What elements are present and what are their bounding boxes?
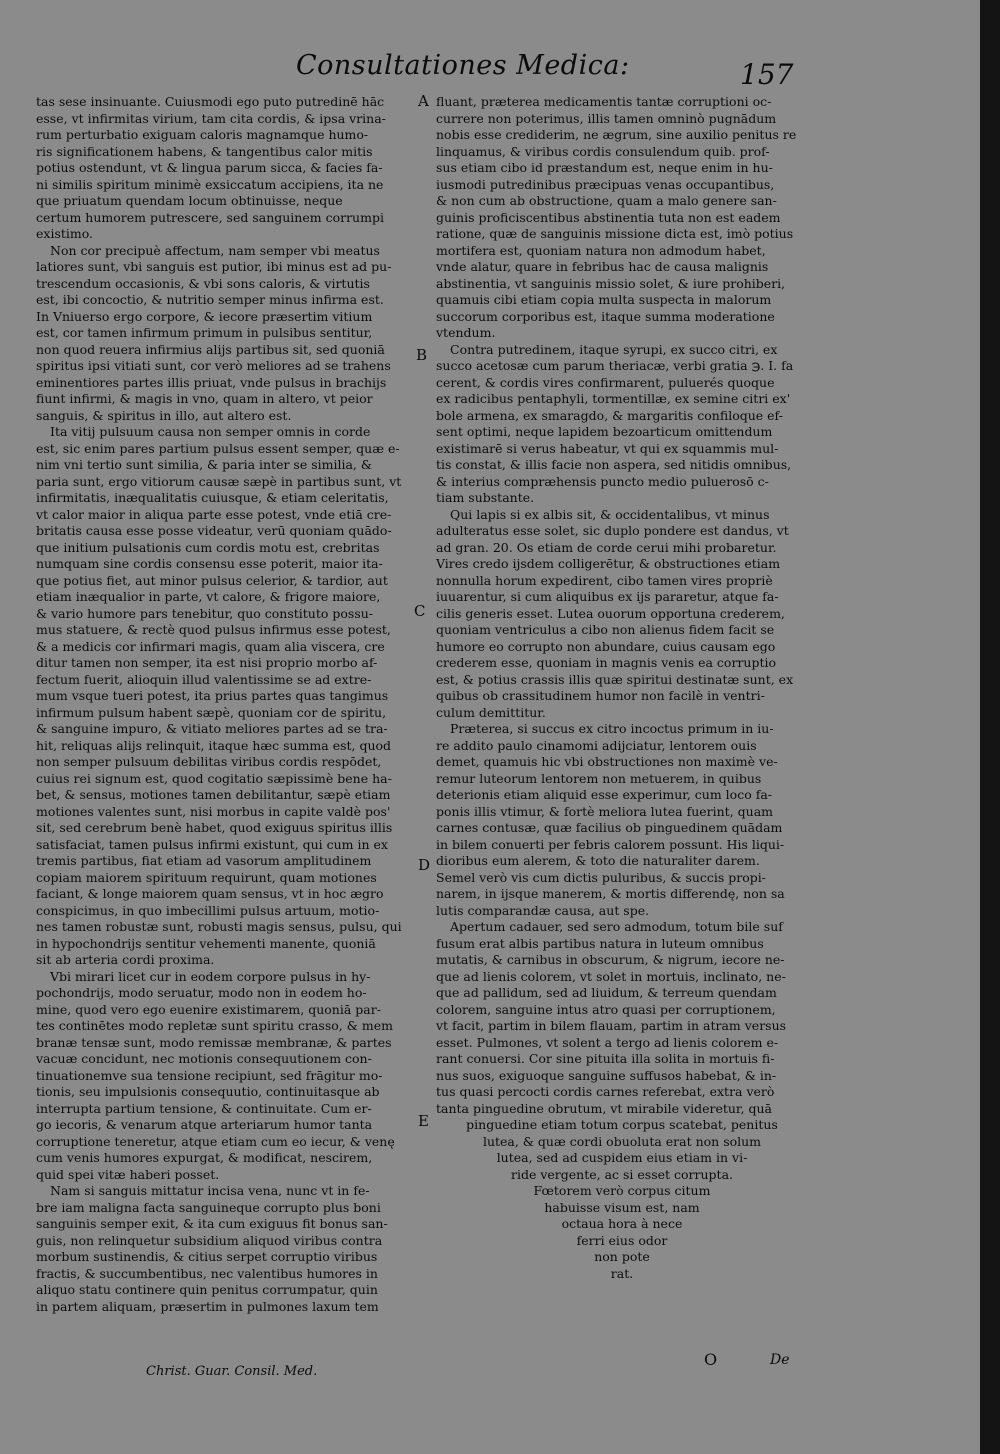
text-line: narem, in ijsque manerem, & mortis differendę, non sa <box>436 886 785 901</box>
text-line: sit, sed cerebrum benè habet, quod exiguus spiritus illis <box>36 820 393 835</box>
text-line: cum venis humores expurgat, & modificat, nescirem, <box>36 1150 373 1165</box>
text-line: vtendum. <box>436 325 496 340</box>
text-line: eminentiores partes illis priuat, vnde pulsus in brachijs <box>36 374 387 390</box>
text-line: fiunt infirmi, & magis in vno, quam in altero, vt peior <box>36 391 373 406</box>
text-line: deterionis etiam aliquid esse experimur, cum loco fa- <box>436 787 772 802</box>
text-line: que potius fiet, aut minor pulsus celerior, & tardior, aut <box>36 572 388 588</box>
text-line: spiritus ipsi vitiati sunt, cor verò meliores ad se trahens <box>36 358 391 373</box>
text-line: conspicimus, in quo imbecillimi pulsus artuum, motio- <box>36 902 380 918</box>
text-line: copiam maiorem spirituum requirunt, quam motiones <box>36 869 377 885</box>
text-line: esset. Pulmones, vt solent a tergo ad lienis colorem e- <box>436 1034 779 1050</box>
text-line: Contra putredinem, itaque syrupi, ex succo citri, ex <box>450 341 778 357</box>
text-line: & interius compræhensis puncto medio puluerosō c- <box>436 473 769 489</box>
text-line: que ad lienis colorem, vt solet in mortuis, inclinato, ne- <box>436 968 786 984</box>
text-line: & sanguine impuro, & vitiato meliores partes ad se tra- <box>36 721 388 736</box>
tapering-paragraph <box>436 1117 808 1282</box>
text-line: nus suos, exiguoque sanguine suffusos habebat, & in- <box>436 1067 777 1083</box>
text-line: mum vsque tueri potest, ita prius partes quas tangimus <box>36 688 389 703</box>
text-line: Semel verò vis cum dictis puluribus, & succis propi- <box>436 869 767 885</box>
text-line: in bilem conuerti per febris calorem possunt. His liqui- <box>436 836 785 852</box>
margin-marker-e: E <box>418 1112 429 1130</box>
text-line: tinuationemve sua tensione recipiunt, sed frāgitur mo- <box>36 1067 383 1083</box>
text-line: satisfaciat, tamen pulsus infirmi existunt, qui cum in ex <box>36 836 388 852</box>
text-line: crederem esse, quoniam in magnis venis ea corruptio <box>436 655 777 670</box>
text-line: bole armena, ex smaragdo, & margaritis confiloque ef- <box>436 407 783 423</box>
text-line: certum humorem putrescere, sed sanguinem corrumpi <box>36 209 384 225</box>
text-line: sanguis, & spiritus in illo, aut altero est. <box>36 407 292 423</box>
text-line: bre iam maligna facta sanguineque corrupto plus boni <box>36 1199 381 1215</box>
text-line: currere non poterimus, illis tamen omninò pugnādum <box>436 110 777 126</box>
text-line: quid spei vitæ haberi posset. <box>36 1166 220 1182</box>
text-line: mortifera est, quoniam natura non admodum habet, <box>436 242 766 258</box>
text-line: & non cum ab obstructione, quam a malo genere san- <box>436 193 777 208</box>
text-line: ponis illis vtimur, & fortè meliora lutea fuerint, quam <box>436 803 773 819</box>
page-number: 157 <box>740 58 794 91</box>
text-line: demet, quamuis hic vbi obstructiones non maximè ve- <box>436 754 778 769</box>
text-line: fractis, & succumbentibus, nec valentibus humores in <box>36 1265 378 1281</box>
text-line: nim vni tertio sunt similia, & paria inter se similia, & <box>36 457 372 472</box>
text-line: pinguedine etiam totum corpus scatebat, penitus <box>466 1117 778 1132</box>
text-line: tanta pinguedine obrutum, vt mirabile videretur, quā <box>436 1100 772 1116</box>
margin-marker-d: D <box>418 856 431 874</box>
text-line: latiores sunt, vbi sanguis est putior, ibi minus est ad pu- <box>36 259 392 274</box>
text-line: lutis comparandæ causa, aut spe. <box>436 902 650 918</box>
text-line: & vario humore pars tenebitur, quo constituto possu- <box>36 605 374 621</box>
text-line: potius ostendunt, vt & lingua parum sicca, & facies fa- <box>36 160 383 175</box>
text-line: hit, reliquas alijs relinquit, itaque hæc summa est, quod <box>36 737 392 753</box>
text-line: infirmitatis, inæqualitatis cuiusque, & etiam celeritatis, <box>36 490 389 505</box>
text-line: que initium pulsationis cum cordis motu est, crebritas <box>36 539 380 555</box>
text-line: ex radicibus pentaphyli, tormentillæ, ex semine citri ex' <box>436 391 791 406</box>
text-line: vnde alatur, quare in febribus hac de causa malignis <box>436 259 769 274</box>
text-line: fusum erat albis partibus natura in luteum omnibus <box>436 935 764 951</box>
text-line: succorum corporibus est, itaque summa moderatione <box>436 308 775 324</box>
text-line: go iecoris, & venarum atque arteriarum humor tanta <box>36 1117 373 1132</box>
text-line: infirmum pulsum habent sæpè, quoniam cor de spiritu, <box>36 704 387 720</box>
catchword: De <box>770 1352 790 1368</box>
text-line: lutea, sed ad cuspidem eius etiam in vi- <box>496 1150 748 1165</box>
text-line: ditur tamen non semper, ita est nisi proprio morbo af- <box>36 655 378 670</box>
text-line: non pote <box>594 1249 650 1264</box>
running-title: Consultationes Medica: <box>296 50 630 81</box>
text-line: existimarē si verus habeatur, vt qui ex squammis mul- <box>436 440 779 456</box>
text-line: guis, non relinquetur subsidium aliquod viribus contra <box>36 1232 383 1248</box>
text-line: tas sese insinuante. Cuiusmodi ego puto putredinē hāc <box>36 94 385 109</box>
text-line: in partem aliquam, præsertim in pulmones laxum tem <box>36 1298 379 1314</box>
text-line: iusmodi putredinibus præcipuas venas occupantibus, <box>436 176 775 192</box>
text-line: fluant, præterea medicamentis tantæ corruptioni oc- <box>436 94 772 109</box>
text-line: mutatis, & carnibus in obscurum, & nigrum, iecore ne- <box>436 952 785 967</box>
text-line: ratione, quæ de sanguinis missione dicta est, imò potius <box>436 226 794 241</box>
text-line: rat. <box>610 1265 634 1281</box>
text-line: succo acetosæ cum parum theriacæ, verbi gratia ℈. I. fa <box>436 358 794 373</box>
text-line: Vbi mirari licet cur in eodem corpore pulsus in hy- <box>50 968 371 984</box>
text-line: linquamus, & viribus cordis consulendum quib. prof- <box>436 143 770 159</box>
text-line: ris significationem habens, & tangentibus calor mitis <box>36 143 373 159</box>
text-line: rant conuersi. Cor sine pituita illa solita in mortuis fi- <box>436 1051 775 1066</box>
text-line: pochondrijs, modo seruatur, modo non in eodem ho- <box>36 985 367 1000</box>
text-line: tis constat, & illis facie non aspera, sed nitidis omnibus, <box>436 457 792 472</box>
text-line: rum perturbatio exiguam caloris magnamque humo- <box>36 127 369 142</box>
text-line: trescendum occasionis, & vbi sons caloris, & virtutis <box>36 275 370 291</box>
text-line: tremis partibus, fiat etiam ad vasorum amplitudinem <box>36 853 372 868</box>
text-line: branæ tensæ sunt, modo remissæ membranæ, & partes <box>36 1034 392 1050</box>
text-line: habuisse visum est, nam <box>544 1199 700 1215</box>
text-line: mine, quod vero ego euenire existimarem, quoniā par- <box>36 1001 381 1017</box>
text-line: Qui lapis si ex albis sit, & occidentalibus, vt minus <box>450 506 770 522</box>
text-line: colorem, sanguine intus atro quasi per corruptionem, <box>436 1001 776 1017</box>
text-line: Ita vitij pulsuum causa non semper omnis in corde <box>50 424 371 439</box>
text-line: etiam inæqualior in parte, vt calore, & frigore maiore, <box>36 589 381 604</box>
text-line: non quod reuera infirmius alijs partibus sit, sed quoniā <box>36 341 385 357</box>
text-line: interrupta partium tensione, & continuitate. Cum er- <box>36 1100 372 1116</box>
text-line: vt calor maior in aliqua parte esse potest, vnde etiā cre- <box>36 506 392 522</box>
text-line: Fœtorem verò corpus citum <box>533 1183 711 1198</box>
text-line: sent optimi, neque lapidem bezoarticum omittendum <box>436 424 773 439</box>
text-line: octaua hora à nece <box>561 1216 683 1231</box>
text-line: Apertum cadauer, sed sero admodum, totum bile suf <box>450 919 783 934</box>
text-line: est, cor tamen infirmum primum in pulsibus sentitur, <box>36 325 373 340</box>
text-line: culum demittitur. <box>436 704 546 720</box>
text-line: non semper pulsuum debilitas viribus cordis respōdet, <box>36 754 382 769</box>
text-line: nes tamen robustæ sunt, robusti magis sensus, pulsu, qui <box>36 919 402 934</box>
text-line: abstinentia, vt sanguinis missio solet, & iure prohiberi, <box>436 275 786 291</box>
text-line: tionis, seu impulsionis consequutio, continuitasque ab <box>36 1084 380 1099</box>
text-line: iuuarentur, si cum aliquibus ex ijs pararetur, atque fa- <box>436 589 779 604</box>
text-line: Nam si sanguis mittatur incisa vena, nunc vt in fe- <box>50 1183 370 1198</box>
left-column <box>36 94 412 1315</box>
text-line: motiones valentes sunt, nisi morbus in capite valdè pos' <box>36 803 391 819</box>
page-edge <box>980 0 1000 1454</box>
text-line: ride vergente, ac si esset corrupta. <box>510 1166 733 1182</box>
text-line: vacuæ concidunt, nec motionis consequutionem con- <box>36 1051 372 1066</box>
text-line: quibus ob crassitudinem humor non facilè in ventri- <box>436 688 765 703</box>
text-line: britatis causa esse posse videatur, verū quoniam quādo- <box>36 523 392 538</box>
text-line: sus etiam cibo id præstandum est, neque enim in hu- <box>436 160 773 175</box>
text-line: Vires credo ijsdem colligerētur, & obstructiones etiam <box>436 556 781 571</box>
text-line: nobis esse crediderim, ne ægrum, sine auxilio penitus re <box>436 127 797 142</box>
text-line: que priuatum quendam locum obtinuisse, neque <box>36 193 343 208</box>
text-line: guinis proficiscentibus abstinentia tuta non est eadem <box>436 209 781 225</box>
text-line: lutea, & quæ cordi obuoluta erat non solum <box>482 1133 762 1149</box>
text-line: cerent, & cordis vires confirmarent, puluerés quoque <box>436 374 775 390</box>
text-line: aliquo statu continere quin penitus corrumpatur, quin <box>36 1282 378 1297</box>
text-line: cilis generis esset. Lutea ouorum opportuna crederem, <box>436 605 785 621</box>
text-line: re addito paulo cinamomi adijciatur, lentorem ouis <box>436 737 757 753</box>
text-line: adulteratus esse solet, sic duplo pondere est dandus, vt <box>436 523 789 538</box>
text-line: mus statuere, & rectè quod pulsus infirmus esse potest, <box>36 622 391 637</box>
text-line: In Vniuerso ergo corpore, & iecore præsertim vitium <box>36 308 373 324</box>
text-line: quoniam ventriculus a cibo non alienus fidem facit se <box>436 622 775 637</box>
text-line: tiam substante. <box>436 490 535 505</box>
text-line: nonnulla horum expedirent, cibo tamen vires propriè <box>436 572 773 588</box>
text-line: ni similis spiritum minimè exsiccatum accipiens, ita ne <box>36 176 384 192</box>
text-line: tes continētes modo repletæ sunt spiritu crasso, & mem <box>36 1018 393 1033</box>
text-line: & a medicis cor infirmari magis, quam alia viscera, cre <box>36 638 385 654</box>
text-line: Non cor precipuè affectum, nam semper vbi meatus <box>50 242 380 258</box>
text-line: fectum fuerit, alioquin illud valentissime se ad extre- <box>36 671 372 687</box>
gathering-mark: O <box>704 1350 718 1369</box>
text-line: bet, & sensus, motiones tamen debilitantur, sæpè etiam <box>36 787 391 802</box>
text-line: quamuis cibi etiam copia multa suspecta in malorum <box>436 292 772 307</box>
text-line: dioribus eum alerem, & toto die naturaliter darem. <box>436 853 760 868</box>
text-line: humore eo corrupto non abundare, cuius causam ego <box>436 638 776 654</box>
text-line: vt facit, partim in bilem flauam, partim in atram versus <box>436 1018 787 1033</box>
text-line: sit ab arteria cordi proxima. <box>36 952 215 967</box>
text-line: existimo. <box>36 226 94 241</box>
text-line: ferri eius odor <box>576 1232 668 1248</box>
text-line: tus quasi percocti cordis carnes referebat, extra verò <box>436 1084 775 1099</box>
text-line: que ad pallidum, sed ad liuidum, & terreum quendam <box>436 985 777 1000</box>
text-line: sanguinis semper exit, & ita cum exiguus fit bonus san- <box>36 1216 388 1231</box>
margin-marker-a: A <box>418 92 429 110</box>
text-line: Præterea, si succus ex citro incoctus primum in iu- <box>450 721 774 736</box>
text-line: est, ibi concoctio, & nutritio semper minus infirma est. <box>36 292 384 307</box>
text-line: est, & potius crassis illis quæ spiritui destinatæ sunt, ex <box>436 671 794 687</box>
margin-marker-b: B <box>416 346 428 364</box>
margin-marker-c: C <box>414 602 426 620</box>
text-line: est, sic enim pares partium pulsus essent semper, quæ e- <box>36 440 400 456</box>
text-line: ad gran. 20. Os etiam de corde cerui mihi probaretur. <box>436 539 777 555</box>
text-line: morbum sustinendis, & citius serpet corruptio viribus <box>36 1249 378 1264</box>
text-line: numquam sine cordis consensu esse poterit, maior ita- <box>36 556 383 571</box>
text-line: cuius rei signum est, quod cogitatio sæpissimè bene ha- <box>36 770 392 786</box>
text-line: remur luteorum lentorem non metuerem, in quibus <box>436 770 762 786</box>
signature-mark: Christ. Guar. Consil. Med. <box>146 1364 318 1379</box>
text-line: paria sunt, ergo vitiorum causæ sæpè in partibus sunt, vt <box>36 473 402 489</box>
text-line: in hypochondrijs sentitur vehementi manente, quoniā <box>36 935 376 951</box>
text-line: corruptione teneretur, atque etiam cum eo iecur, & venę <box>36 1133 395 1149</box>
text-line: esse, vt infirmitas virium, tam cita cordis, & ipsa vrina- <box>36 110 386 126</box>
text-line: faciant, & longe maiorem quam sensus, vt in hoc ægro <box>36 886 384 901</box>
right-column <box>436 94 808 1282</box>
text-line: carnes contusæ, quæ facilius ob pinguedinem quādam <box>436 820 783 835</box>
